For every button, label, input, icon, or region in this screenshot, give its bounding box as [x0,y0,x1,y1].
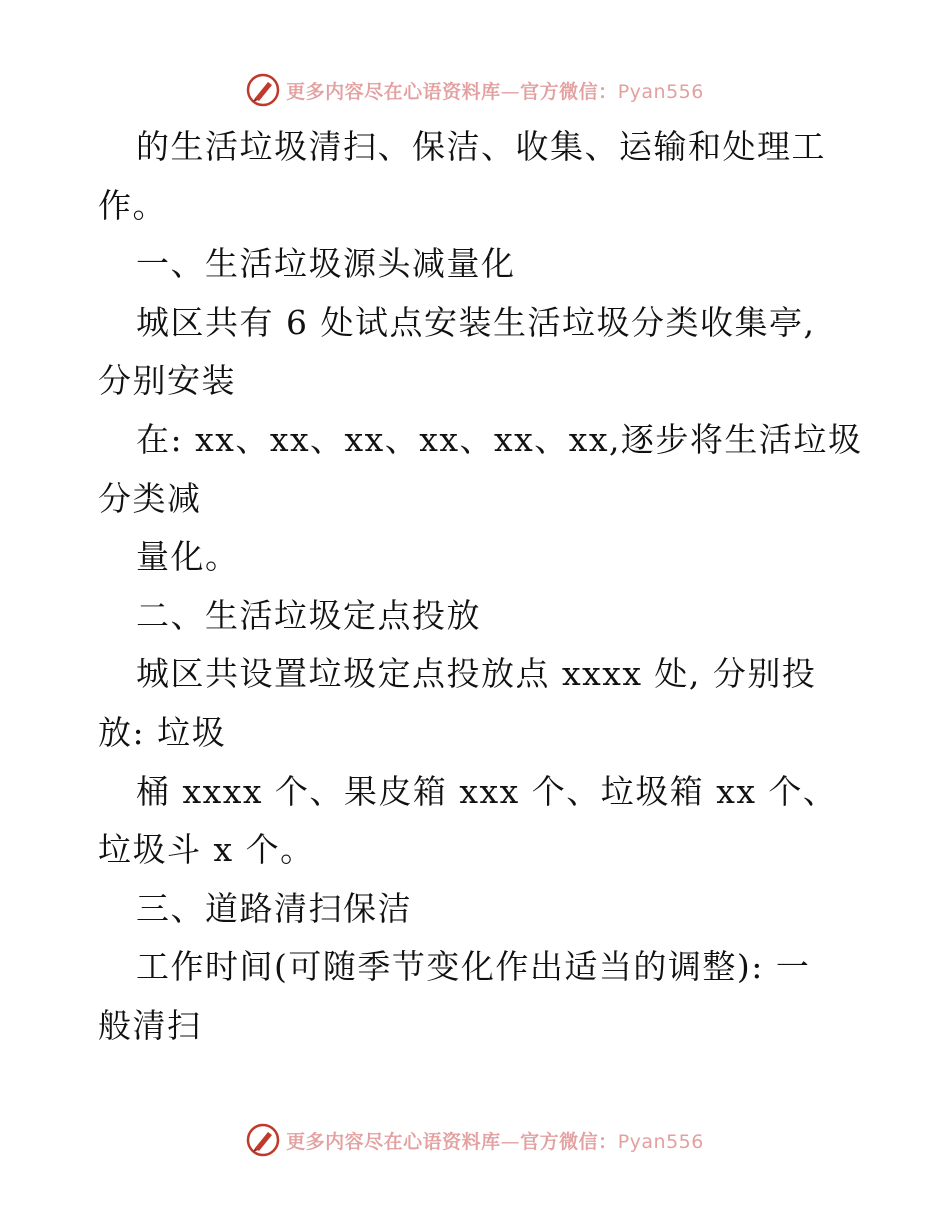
watermark-header [0,70,950,110]
text-line: 分类减 [98,478,202,518]
text-line: 城区共有 6 处试点安装生活垃圾分类收集亭, [136,302,816,342]
text-line: 垃圾斗 x 个。 [98,830,315,870]
text-line: 城区共设置垃圾定点投放点 xxxx 处, 分别投 [136,654,817,694]
watermark-footer [0,1120,950,1160]
text-line: 般清扫 [98,1005,202,1045]
text-line: 桶 xxxx 个、果皮箱 xxx 个、垃圾箱 xx 个、 [136,771,838,811]
text-line: 二、生活垃圾定点投放 [136,595,481,635]
text-line: 分别安装 [98,361,236,401]
pen-logo-icon [246,1123,280,1157]
text-line: 一、生活垃圾源头减量化 [136,244,516,284]
pen-logo-icon [246,73,280,107]
text-line: 放: 垃圾 [98,712,227,752]
watermark-text: 更多内容尽在心语资料库—官方微信：Pyan556 [286,1130,704,1153]
text-line: 在: xx、xx、xx、xx、xx、xx,逐步将生活垃圾 [136,419,863,459]
text-line: 工作时间(可随季节变化作出适当的调整): 一 [136,947,811,987]
text-line: 作。 [98,185,167,225]
text-line: 的生活垃圾清扫、保洁、收集、运输和处理工 [136,127,826,166]
text-line: 三、道路清扫保洁 [136,888,412,928]
watermark-text: 更多内容尽在心语资料库—官方微信：Pyan556 [286,80,704,103]
document-body [98,118,863,1056]
text-line: 量化。 [136,537,240,577]
